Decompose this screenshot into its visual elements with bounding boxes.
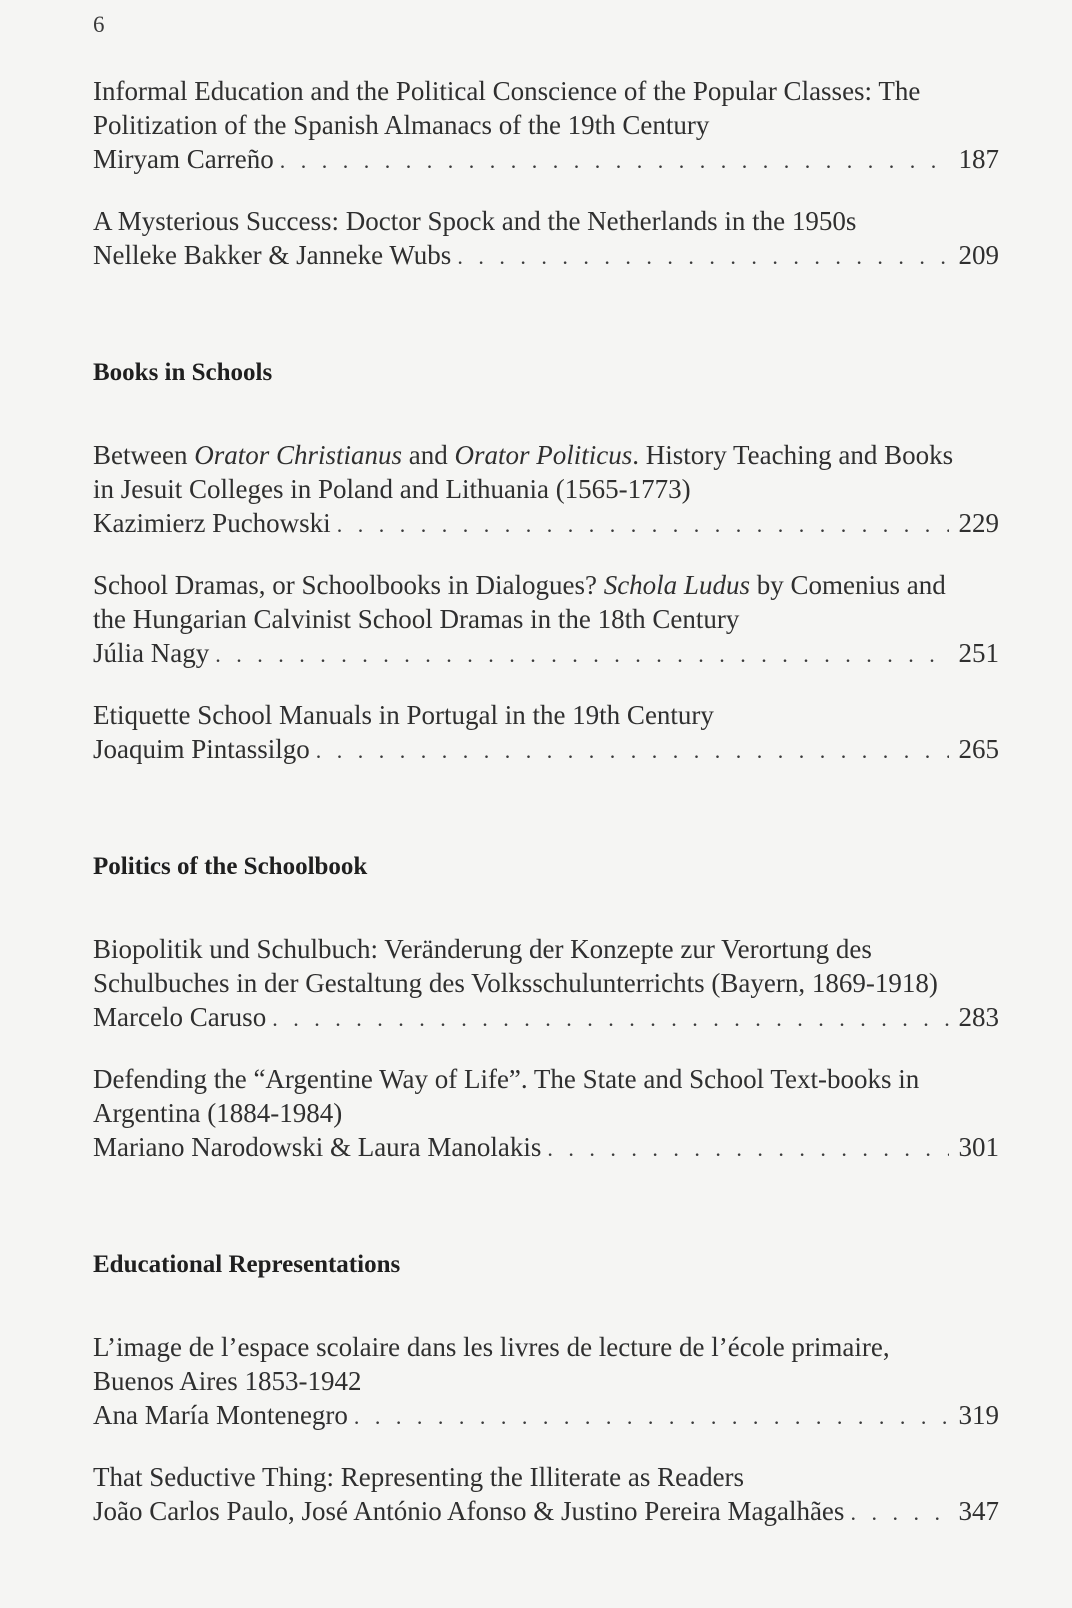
entry-title: School Dramas, or Schoolbooks in Dialogues? Schola Ludus by Comenius and the Hungarian Calvinist School Dramas in the 18th Century [93, 570, 946, 634]
entry-title: Informal Education and the Political Conscience of the Popular Classes: The Politization of the Spanish Almanacs of the 19th Century [93, 76, 921, 140]
author-line [93, 636, 999, 672]
entry-title: That Seductive Thing: Representing the Illiterate as Readers [93, 1462, 745, 1492]
entry-page: 229 [958, 508, 999, 538]
author-line [93, 238, 999, 274]
entry-page: 187 [958, 144, 999, 174]
table-of-contents [93, 74, 999, 1556]
entry-author: Joaquim Pintassilgo [93, 734, 310, 764]
entry-author: Marcelo Caruso [93, 1002, 267, 1032]
entry-title: Defending the “Argentine Way of Life”. The State and School Text-books in Argentina (1884-1984) [93, 1064, 920, 1128]
dot-leader [547, 1132, 948, 1166]
toc-entry [93, 1062, 999, 1166]
author-line [93, 1398, 999, 1434]
entry-title: A Mysterious Success: Doctor Spock and the Netherlands in the 1950s [93, 206, 857, 236]
entry-page: 319 [958, 1400, 999, 1430]
dot-leader [280, 144, 949, 178]
page-number: 6 [93, 12, 105, 37]
toc-entry [93, 568, 999, 672]
entry-title: L’image de l’espace scolaire dans les livres de lecture de l’école primaire, Buenos Aires 1853-1942 [93, 1332, 890, 1396]
dot-leader [354, 1400, 949, 1434]
section-heading-books-in-schools: Books in Schools [93, 359, 273, 386]
dot-leader [215, 638, 948, 672]
entry-author: Miryam Carreño [93, 144, 274, 174]
entry-title: Biopolitik und Schulbuch: Veränderung der Konzepte zur Verortung des Schulbuches in der Gestaltung des Volksschulunterrichts (Bayern, 1869-1918) [93, 934, 938, 998]
entry-page: 347 [958, 1496, 999, 1526]
entry-page: 251 [958, 638, 999, 668]
toc-entry [93, 698, 999, 768]
author-line [93, 1494, 999, 1530]
dot-leader [850, 1496, 948, 1530]
section-heading-representations: Educational Representations [93, 1251, 401, 1278]
entry-page: 209 [958, 240, 999, 270]
entry-title: Etiquette School Manuals in Portugal in the 19th Century [93, 700, 714, 730]
entry-author: Ana María Montenegro [93, 1400, 348, 1430]
toc-entry [93, 932, 999, 1036]
toc-entry [93, 1330, 999, 1434]
entry-page: 283 [958, 1002, 999, 1032]
entry-author: Nelleke Bakker & Janneke Wubs [93, 240, 452, 270]
entry-author: Kazimierz Puchowski [93, 508, 331, 538]
toc-entry [93, 1460, 999, 1530]
dot-leader [272, 1002, 948, 1036]
dot-leader [457, 240, 948, 274]
author-line [93, 732, 999, 768]
entry-author: João Carlos Paulo, José António Afonso & Justino Pereira Magalhães [93, 1496, 845, 1526]
toc-entry [93, 74, 999, 178]
author-line [93, 142, 999, 178]
entry-author: Mariano Narodowski & Laura Manolakis [93, 1132, 542, 1162]
author-line [93, 506, 999, 542]
section-heading-politics: Politics of the Schoolbook [93, 853, 368, 880]
entry-page: 265 [958, 734, 999, 764]
dot-leader [316, 734, 949, 768]
toc-entry [93, 438, 999, 542]
toc-entry [93, 204, 999, 274]
dot-leader [337, 508, 949, 542]
entry-page: 301 [958, 1132, 999, 1162]
author-line [93, 1000, 999, 1036]
entry-author: Júlia Nagy [93, 638, 210, 668]
author-line [93, 1130, 999, 1166]
entry-title: Between Orator Christianus and Orator Politicus. History Teaching and Books in Jesuit Colleges in Poland and Lithuania (1565-1773) [93, 440, 954, 504]
